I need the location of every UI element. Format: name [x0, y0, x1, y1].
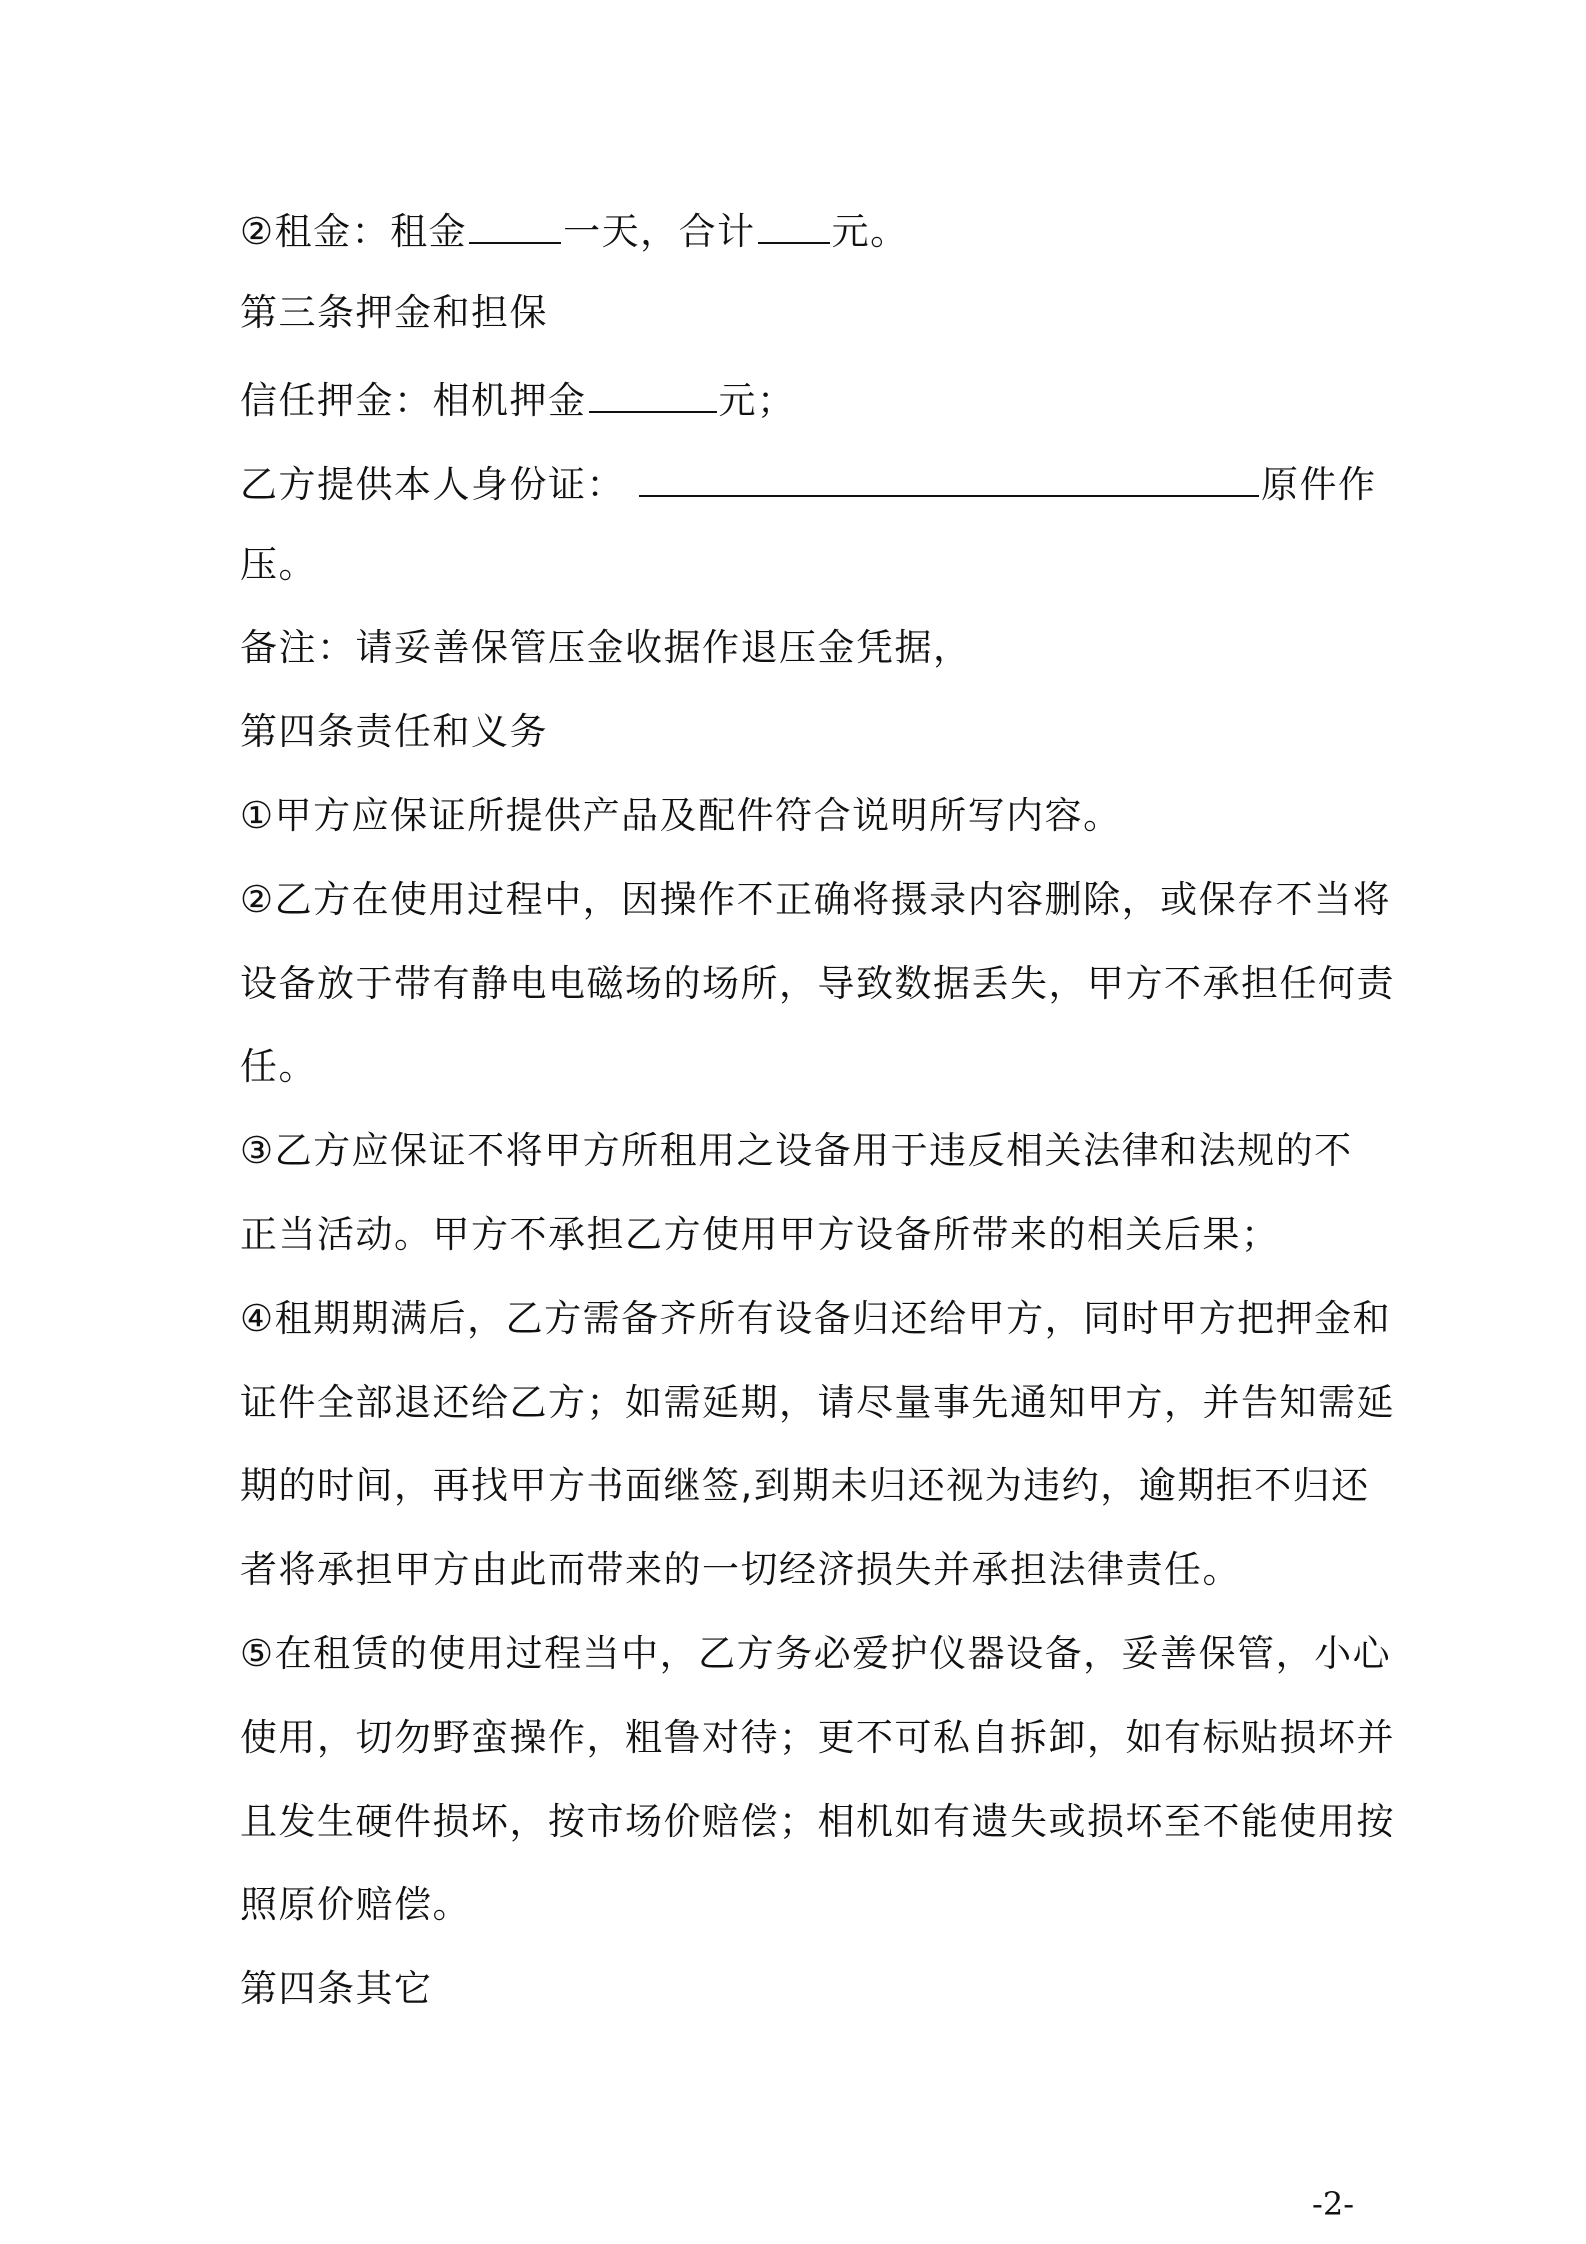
duty-line: 设备放于带有静电电磁场的场所，导致数据丢失，甲方不承担任何责 — [240, 962, 1395, 1005]
duty-line: 期的时间，再找甲方书面继签,到期未归还视为违约，逾期拒不归还 — [240, 1464, 1370, 1507]
rent-total-blank — [758, 206, 830, 244]
note-line: 备注：请妥善保管压金收据作退压金凭据， — [240, 626, 972, 669]
rent-middle-text: 一天，合计 — [563, 210, 756, 253]
page-number: -2- — [1312, 2185, 1354, 2223]
article-other-heading: 第四条其它 — [240, 1967, 433, 2010]
duty-line: ③乙方应保证不将甲方所租用之设备用于违反相关法律和法规的不 — [240, 1129, 1353, 1172]
duty-line: 证件全部退还给乙方；如需延期，请尽量事先通知甲方，并告知需延 — [240, 1381, 1395, 1424]
deposit-line — [240, 375, 796, 423]
rent-line — [240, 206, 909, 254]
duty-line: 任。 — [240, 1045, 317, 1088]
id-number-blank — [639, 459, 1259, 497]
duty-line: ②乙方在使用过程中，因操作不正确将摄录内容删除，或保存不当将 — [240, 878, 1392, 921]
id-line — [240, 459, 1377, 507]
rent-daily-blank — [469, 206, 561, 244]
id-line-continuation: 压。 — [240, 543, 317, 586]
deposit-label: 信任押金：相机押金 — [240, 379, 587, 422]
duty-line: 照原价赔偿。 — [240, 1883, 471, 1926]
duty-line: 者将承担甲方由此而带来的一切经济损失并承担法律责任。 — [240, 1548, 1241, 1591]
duty-line: 正当活动。甲方不承担乙方使用甲方设备所带来的相关后果； — [240, 1213, 1280, 1256]
duty-line: 且发生硬件损坏，按市场价赔偿；相机如有遗失或损坏至不能使用按 — [240, 1800, 1395, 1843]
article4-heading: 第四条责任和义务 — [240, 710, 548, 753]
duty-line: ①甲方应保证所提供产品及配件符合说明所写内容。 — [240, 794, 1122, 837]
rent-label: ②租金：租金 — [240, 210, 468, 253]
deposit-unit-text: 元； — [718, 379, 796, 422]
duty-line: ⑤在租赁的使用过程当中，乙方务必爱护仪器设备，妥善保管，小心 — [240, 1632, 1392, 1675]
duty-line: ④租期期满后，乙方需备齐所有设备归还给甲方，同时甲方把押金和 — [240, 1297, 1392, 1340]
duty-line: 使用，切勿野蛮操作，粗鲁对待；更不可私自拆卸，如有标贴损坏并 — [240, 1716, 1395, 1759]
deposit-amount-blank — [589, 375, 717, 413]
id-label: 乙方提供本人身份证： — [240, 463, 625, 506]
id-suffix-text: 原件作 — [1261, 463, 1377, 506]
article3-heading: 第三条押金和担保 — [240, 291, 548, 334]
rent-unit-text: 元。 — [831, 210, 909, 253]
